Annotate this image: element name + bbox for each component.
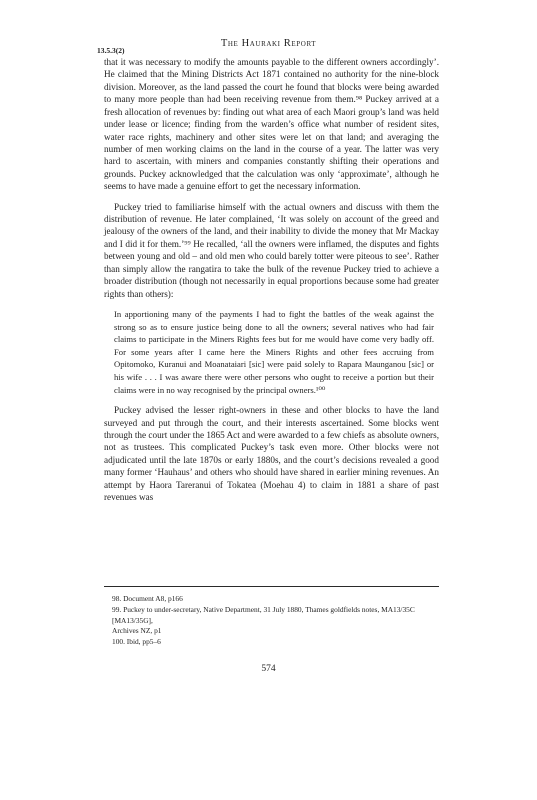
paragraph-2: Puckey tried to familiarise himself with the actual owners and discuss with them the distribution of revenue. He later complained, ‘It was solely on account of the greed and jealousy of the owners of the land, and their inability to divide the money that Mr Mackay and I did it for them.’⁹⁹ He recalled, ‘all the owners were inflamed, the disputes and fights between young and old – and old men who could barely totter were piteous to see’. Rather than simply allow the rangatira to take the bulk of the revenue Puckey tried to achieve a broader distribution (though not necessarily in equal proportions because some had greater rights than others): [104,201,439,299]
section-number: 13.5.3(2) [97,46,125,55]
paragraph-1: that it was necessary to modify the amounts payable to the different owners accordingly’. He claimed that the Mining Districts Act 1871 contained no authority for the nine-block division. Moreover, as the land passed the court he found that blocks were being awarded to many more people than had been receiving revenue from them.⁹⁸ Puckey arrived at a fresh allocation of revenues by: finding out what area of each Maori group’s land was held under lease or licence; finding from the warden’s office what number of resident sites, water race rights, machinery and other sites were let on that land; and averaging the number of men working claims on the land in the course of a year. The latter was very hard to ascertain, with miners and companies constantly shifting their operations and grounds. Puckey acknowledged that the calculation was only ‘approximate’, although he seems to have made a genuine effort to get the necessary information. [104,57,439,192]
page-number: 574 [261,664,276,674]
running-head: The Hauraki Report [220,38,317,49]
block-quote: In apportioning many of the payments I had to fight the battles of the weak against the strong so as to ensure justice being done to all the owners; several natives who had fair claims to participate in the Miners Rights fees but for me would have come very badly off. For some years after I came here the Miners Rights and other fees accruing from Opitomoko, Kuranui and Moanataiari [sic] were paid solely to Rapara Maunganou [sic] or his wife . . . I was aware there were other persons who ought to receive a portion but their claims were in no way recognised by the principal owners.¹⁰⁰ [114,309,434,395]
footnote-100: 100. Ibid, pp5–6 [112,637,161,647]
body-text [104,56,439,504]
footnote-99: 99. Puckey to under-secretary, Native Department, 31 July 1880, Thames goldfields notes, MA13/35C [MA13/35G], [112,604,415,625]
footnotes [112,594,439,648]
footnote-98: 98. Document A8, p166 [112,594,183,603]
footnote-99-continued: Archives NZ, p1 [112,626,162,636]
paragraph-3: Puckey advised the lesser right-owners in these and other blocks to have the land surveyed and put through the court, and their interests ascertained. Some blocks went through the court under the 1865 Act and were awarded to a few chiefs as absolute owners, not as trustees. This complicated Puckey’s task even more. Other blocks were not adjudicated until the late 1870s or early 1880s, and the court’s decisions revealed a good many former ‘Hauhaus’ and others who should have shared in earlier mining revenues. An attempt by Haora Tareranui of Tokatea (Moehau 4) to claim in 1881 a share of past revenues was [104,405,439,503]
footnote-rule [104,586,439,587]
